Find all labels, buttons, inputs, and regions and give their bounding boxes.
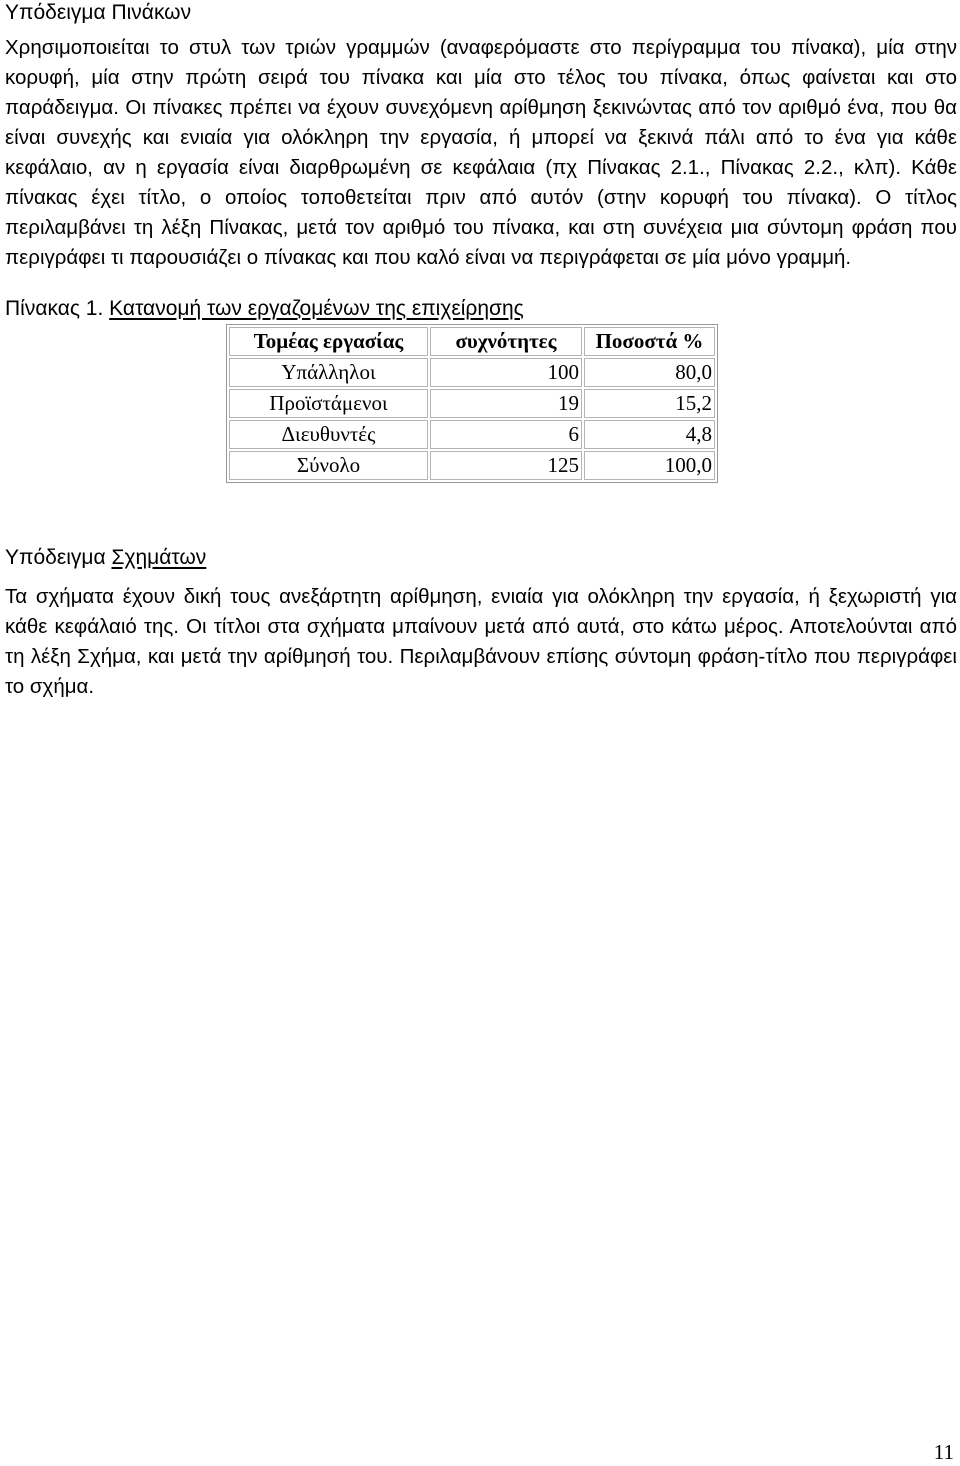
cell-percent: 80,0 bbox=[584, 358, 715, 387]
cell-frequency: 100 bbox=[430, 358, 582, 387]
table-caption bbox=[5, 294, 524, 324]
cell-sector: Προϊστάμενοι bbox=[229, 389, 428, 418]
cell-sector: Υπάλληλοι bbox=[229, 358, 428, 387]
header-sector: Τομέας εργασίας bbox=[229, 327, 428, 356]
section-heading-tables: Υπόδειγμα Πινάκων bbox=[5, 1, 192, 24]
tables-paragraph: Χρησιμοποιείται το στυλ των τριών γραμμών (αναφερόμαστε στο περίγραμμα του πίνακα), μία στην κορυφή, μία στην πρώτη σειρά του πίνακα και μία στο τέλος του πίνακα, όπως φαίνεται και στο παράδειγμα. Οι πίνακες πρέπει να έχουν συνεχόμενη αρίθμηση ξεκινώντας από τον αριθμό ένα, που θα είναι συνεχής και ενιαία για ολόκληρη την εργασία, ή μπορεί να ξεκινά πάλι από το ένα για κάθε κεφάλαιο, αν η εργασία είναι διαρθρωμένη σε κεφάλαια (πχ Πίνακας 2.1., Πίνακας 2.2., κλπ). Κάθε πίνακας έχει τίτλο, ο οποίος τοποθετείται πριν από αυτόν (στην κορυφή του πίνακα). Ο τίτλος περιλαμβάνει τη λέξη Πίνακας, μετά τον αριθμό του πίνακα, και στη συνέχεια μια σύντομη φράση που περιγράφει τι παρουσιάζει ο πίνακας και που καλό είναι να περιγράφεται σε μία μόνο γραμμή. bbox=[5, 36, 957, 269]
figures-paragraph: Τα σχήματα έχουν δική τους ανεξάρτητη αρίθμηση, ενιαία για ολόκληρη την εργασία, ή ξεχωριστή για κάθε κεφάλαιό της. Οι τίτλοι στα σχήματα μπαίνουν μετά από αυτά, στο κάτω μέρος. Αποτελούνται από τη λέξη Σχήμα, και μετά την αρίθμησή του. Περιλαμβάνουν επίσης σύντομη φράση-τίτλο που περιγράφει το σχήμα. bbox=[5, 585, 957, 698]
cell-percent: 15,2 bbox=[584, 389, 715, 418]
cell-sector: Διευθυντές bbox=[229, 420, 428, 449]
page-number: 11 bbox=[933, 1440, 954, 1464]
section-heading-figures bbox=[5, 545, 206, 571]
figures-heading-underlined: Σχημάτων bbox=[111, 546, 207, 569]
header-percent: Ποσοστά % bbox=[584, 327, 715, 356]
table-row bbox=[229, 389, 715, 418]
table-row bbox=[229, 358, 715, 387]
figures-heading-prefix: Υπόδειγμα bbox=[5, 546, 106, 569]
table-row-total bbox=[229, 451, 715, 480]
cell-frequency: 19 bbox=[430, 389, 582, 418]
cell-frequency: 6 bbox=[430, 420, 582, 449]
table-caption-title: Κατανομή των εργαζομένων της επιχείρησης bbox=[109, 297, 524, 320]
cell-percent: 4,8 bbox=[584, 420, 715, 449]
cell-percent: 100,0 bbox=[584, 451, 715, 480]
table-row bbox=[229, 420, 715, 449]
table-header-row bbox=[229, 327, 715, 356]
table-caption-prefix: Πίνακας 1. bbox=[5, 297, 104, 320]
cell-sector: Σύνολο bbox=[229, 451, 428, 480]
cell-frequency: 125 bbox=[430, 451, 582, 480]
employees-table bbox=[226, 324, 718, 483]
header-frequency: συχνότητες bbox=[430, 327, 582, 356]
